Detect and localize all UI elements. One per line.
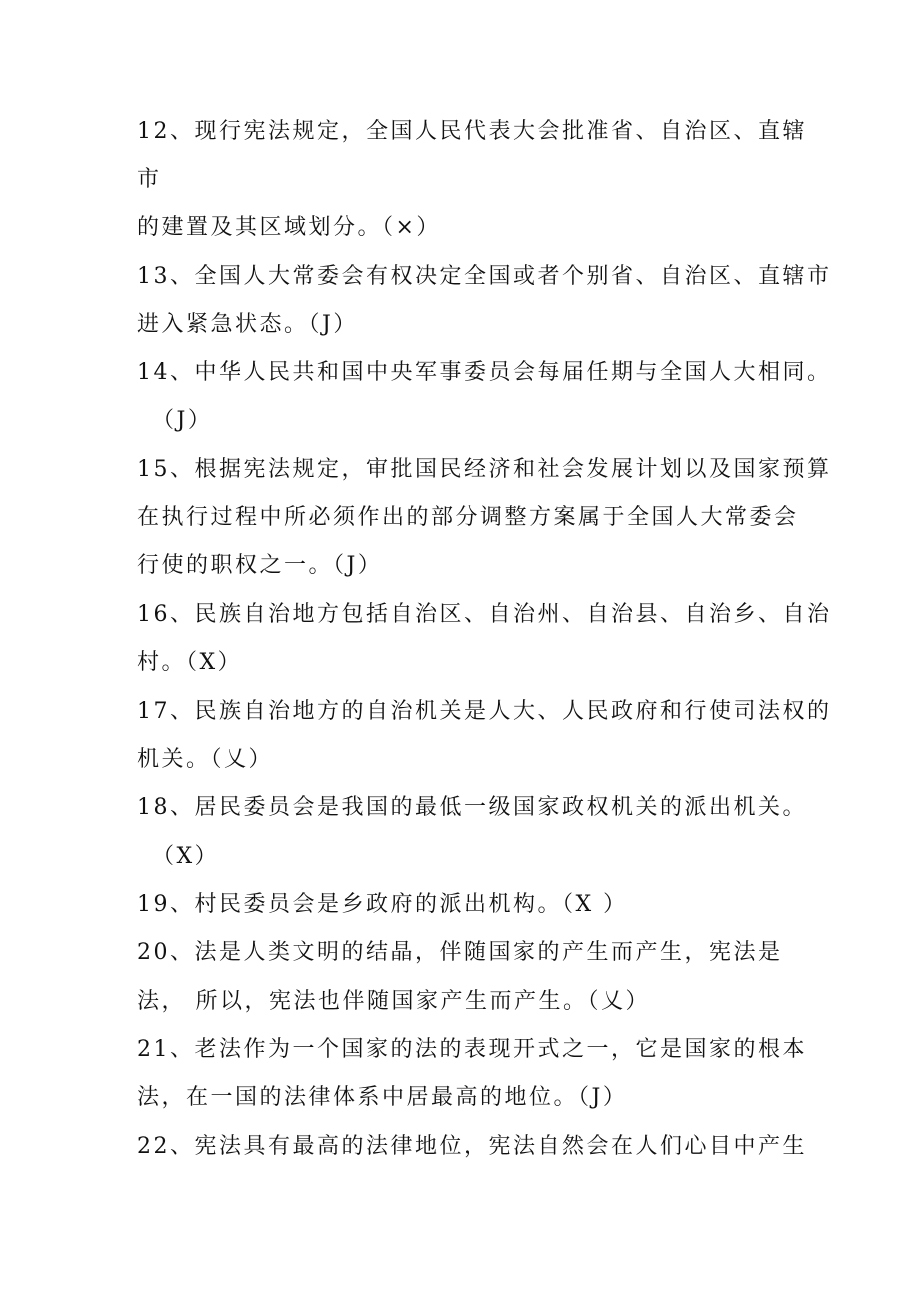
text-line: 的建置及其区域划分。（×） [137,215,441,240]
text-line: （X） [152,844,220,869]
text-line: 法， 所以，宪法也伴随国家产生而产生。（乂） [137,989,650,1014]
text-line: 22、宪法具有最高的法律地位，宪法自然会在人们心目中产生 [137,1134,807,1159]
text-line: 17、民族自治地方的自治机关是人大、人民政府和行使司法权的 [137,699,832,724]
text-line: 行使的职权之一。（J） [137,553,383,578]
text-line: 村。（X） [137,650,243,675]
text-line: 15、根据宪法规定，审批国民经济和社会发展计划以及国家预算 [137,457,832,482]
text-line: 市 [137,167,162,192]
text-line: 法，在一国的法律体系中居最高的地位。（J） [137,1085,628,1110]
text-line: 19、村民委员会是乡政府的派出机构。（X ） [137,892,628,917]
text-line: 16、民族自治地方包括自治区、自治州、自治县、自治乡、自治 [137,602,832,627]
text-line: 12、现行宪法规定，全国人民代表大会批准省、自治区、直辖 [137,119,807,144]
text-line: 在执行过程中所必须作出的部分调整方案属于全国人大常委会 [137,505,799,530]
text-line: 机关。（乂） [137,747,274,772]
text-line: 13、全国人大常委会有权决定全国或者个别省、自治区、直辖市 [137,264,832,289]
text-line: 20、法是人类文明的结晶，伴随国家的产生而产生，宪法是 [137,940,783,965]
text-line: 14、中华人民共和国中央军事委员会每届任期与全国人大相同。 [137,360,832,385]
text-line: 21、老法作为一个国家的法的表现开式之一，它是国家的根本 [137,1037,807,1062]
text-line: （J） [152,408,213,433]
text-line: 进入紧急状态。（J） [137,312,358,337]
text-line: 18、居民委员会是我国的最低一级国家政权机关的派出机关。 [137,795,807,820]
